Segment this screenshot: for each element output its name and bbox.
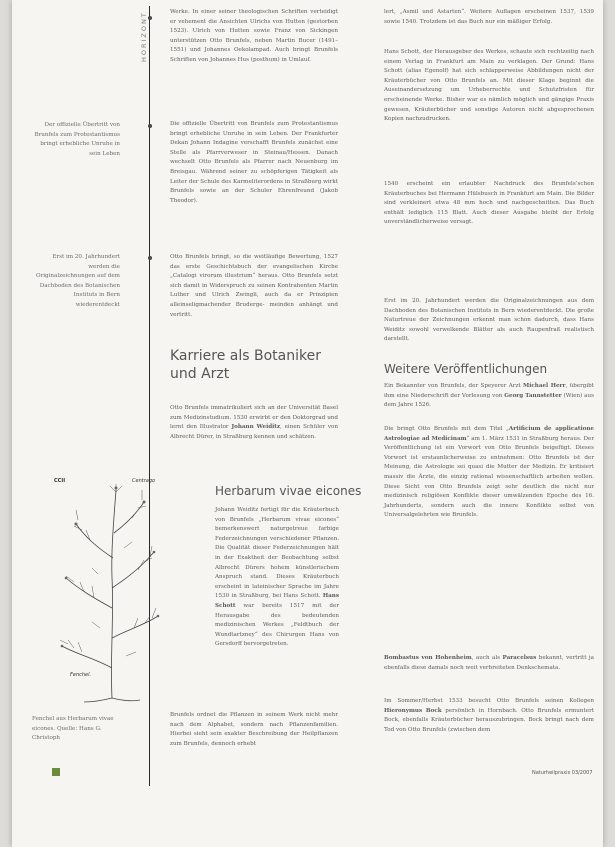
bullet-1 bbox=[148, 16, 152, 20]
pub-text-a: Ein Bekannter von Brunfels, der Speyerer Arzt bbox=[384, 383, 524, 389]
bock-text-a: Im Sommer/Herbst 1533 besucht Otto Brunfels seinen Kollegen bbox=[384, 698, 594, 704]
pub-text-c: (Wien) aus dem Jahre 1526. bbox=[384, 392, 594, 409]
paracelsus-text-a: , auch als bbox=[471, 655, 503, 661]
col1-block4 bbox=[170, 404, 338, 442]
illustration-label-left: CCII bbox=[54, 478, 66, 484]
illustration-label-right: Centrago bbox=[132, 478, 156, 484]
magazine-page bbox=[12, 0, 603, 847]
sidenote-rediscovery: Erst im 20. Jahrhundert werden die Originalzeichnungen auf dem Dachboden des Botanischen Instituts in Bern wiederentdeckt bbox=[36, 254, 120, 308]
tannstetter-name: Georg Tannstetter bbox=[504, 392, 562, 399]
heading-publications: Weitere Veröffentlichungen bbox=[384, 362, 548, 376]
bock-name: Hieronymus Bock bbox=[384, 707, 442, 714]
paracelsus-text-b: bekannt, vertritt ja ebenfalls diese damals noch weit verbreiteten Denkschemata. bbox=[384, 655, 595, 671]
career-text-a: Otto Brunfels immatrikuliert sich an der Universität Basel zum Medizinstudium. 1530 erwirbt er den Doktorgrad und lernt den Illustrator bbox=[170, 405, 338, 431]
artificium-text-a: Die bringt Otto Brunfels mit dem Titel „ bbox=[384, 426, 509, 432]
col1-block1: Werke. In einer seiner theologischen Schriften verteidigt er vehement die Ansichten Ulrichs von Hutten (gestorben 1523). Ulrich von Hutten sowie Franz von Sickingen unterstützen Otto Brunfels, neben Martin Bucer (1491–1551) und Johannes Oekolampad. Auch bringt Brunfels Schriften von Johannes Hus (posthum) in Umlauf. bbox=[170, 9, 338, 63]
col2-block4: Erst im 20. Jahrhundert werden die Originalzeichnungen aus dem Dachboden des Botanischen Instituts in Bern wiederentdeckt. Die große Naturtreue der Zeichnungen erkennt man schon dadurch, dass Hans Weiditz sowohl verwelkende Blätter als auch Raupenfraß realistisch darstellt. bbox=[384, 298, 594, 343]
col1-block3: Otto Brunfels bringt, so die weitläufige Bewertung, 1527 das erste Geschichtsbuch der evangelischen Kirche „Catalogi virorum illustrium“ heraus. Otto Brunfels setzt sich damit in Widerspruch zu seinen Kontrahenten Martin Luther und Ulrich Zwingli, auch da er Prinzipien alleinseligmachender Bruderge- meinden anhängt und vertritt. bbox=[170, 254, 338, 318]
weiditz-name: Johann Weiditz bbox=[231, 424, 280, 431]
col2-block8 bbox=[384, 697, 594, 735]
artificium-text-b: “ am 1. März 1531 in Straßburg heraus. Der Veröffentlichung ist ein Vorwort von Otto Brunfels beigefügt. Dieses Vorwort ist erstaunlicherweise zu entnehmen: Otto Brunfels ist der Meinung, die Astrologie sei quasi die Mutter der Medizin. Er kritisiert massiv die Ärzte, die einzig rational wissenschaftlich arbeiten wollen. Diese Sicht von Otto Brunfels zeigt sehr deutlich die nicht nur medizinisch religiösen Konflikte dieser umwälzenden Epoche des 16. Jahrhunderts, sondern auch die innere Konflikte selbst von Universalgelehrten wie Brunfels. bbox=[384, 435, 595, 519]
heading-career: Karriere als Botaniker und Arzt bbox=[170, 348, 321, 382]
section-label: HORIZONT bbox=[140, 11, 148, 62]
col2-block5 bbox=[384, 382, 594, 411]
bock-text-b: persönlich in Hornbach. Otto Brunfels ermuntert Bock, ebenfalls Kräuterbücher herauszubringen. Bock bringt nach dem Tod von Otto Brunfels (zwischen dem bbox=[384, 707, 594, 733]
page-marker bbox=[52, 768, 60, 776]
bullet-2 bbox=[148, 124, 152, 128]
artificium-title: Artificium de applicatione Astrologiae ad Medicinam bbox=[384, 426, 594, 442]
bullet-3 bbox=[148, 256, 152, 260]
herbarum-text bbox=[215, 506, 339, 650]
herbarum-text-b: war bereits 1517 mit der Herausgabe des bedeutenden medizinischen Werkes „Feldtbuch der Wundtartzney“ des Chirurgen Hans von Gersdorff hervorgetreten. bbox=[215, 602, 339, 648]
image-caption: Fenchel aus Herbarum vivae eicones. Quelle: Hans G. Christoph bbox=[32, 716, 114, 742]
career-text-b: , einen Schüler von Albrecht Dürer, in Straßburg kennen und schätzen. bbox=[170, 424, 338, 440]
hohenheim-name: Bombastus von Hohenheim bbox=[384, 655, 472, 661]
col2-block3: 1540 erscheint ein erlaubter Nachdruck des Brunfels’schen Kräuterbuches bei Hermann Hülsbusch in Frankfurt am Main. Die Bilder sind verkleinert etwa 48 mm hoch und nachgeschnitten. Das Buch enthält lediglich 115 Blatt. Auch dieser Ausgabe bleibt der Erfolg unverständlicherweise versagt. bbox=[384, 181, 594, 226]
col2-block1: lert, „Asmil und Astarten“. Weitere Auflagen erscheinen 1537, 1539 sowie 1540. Trotzdem ist das Buch nur ein mäßiger Erfolg. bbox=[384, 9, 594, 25]
illustration-label-bottom: Fenchel. bbox=[70, 672, 92, 678]
footer-issue: Naturheilpraxis 03/2007 bbox=[532, 770, 593, 776]
sidenote-protestantism: Der offizielle Übertritt von Brunfels zum Protestantismus bringt erhebliche Unruhe in sein Leben bbox=[34, 122, 120, 157]
fennel-illustration bbox=[54, 478, 164, 706]
herr-name: Michael Herr bbox=[523, 383, 566, 389]
paracelsus-name: Paracelsus bbox=[502, 655, 537, 661]
col2-block6 bbox=[384, 425, 594, 521]
schott-name: Hans Schott bbox=[215, 593, 339, 609]
pub-text-b: , übergibt ihm eine Niederschrift der Vorlesung von bbox=[384, 383, 594, 399]
col2-block2: Hans Schott, der Herausgeber des Werkes, schaute sich rechtzeitig nach einem Verlag in Frankfurt am Main zu verklagen. Der Grund: Hans Schott (alias Egenolf) hat sich schlapperweise Abbildungen nicht der Kräuterbücher von Otto Brunfels an. Mit dieser Klage beginnt die Auseinandersetzung um Urheberrechte und Schutzfristen für erscheinende Werke. Bisher war es nämlich möglich und gängige Praxis gewesen, Kräuterbücher und sonstige Autoren nicht abgesprochenen Kopien nachzudrucken. bbox=[384, 49, 594, 123]
herbarum-bottom-text: Brunfels ordnet die Pflanzen in seinem Werk nicht mehr nach dem Alphabet, sondern nach Pflanzenfamilien. Hierbei sieht sein exakter Beschreibung der Heilpflanzen zum Brunfels, dennoch erhebt bbox=[170, 712, 338, 747]
col1-block2: Die offizielle Übertritt von Brunfels zum Protestantismus bringt erhebliche Unruhe in sein Leben. Der Frankfurter Dekan Johann Indagine verschafft Brunfels zunächst eine Stelle als Pfarrverweser in Steinau/Hessen. Danach wechselt Otto Brunfels als Pfarrer nach Neuenburg im Breisgau. Während seiner zu schöpferigen Tätigkeit als Leiter der Schule des Karmeliterordens in Straßburg wirkt Brunfels sowie an der Schuler Ehrenfreund (Jakob Theodor). bbox=[170, 121, 338, 204]
heading-herbarum: Herbarum vivae eicones bbox=[215, 484, 362, 498]
col2-block7 bbox=[384, 654, 594, 673]
herbarum-text-a: Johann Weiditz fertigt für die Kräuterbuch von Brunfels „Herbarum vivae eicones“ bemerkenswert naturgetreue farbige Federzeichnungen verschiedener Pflanzen. Die Qualität dieser Federzeichnungen hält in der Exaktheit der Beobachtung selbst Albrecht Dürers hohem künstlerischem Anspruch stand. Dieses Kräuterbuch erscheint in lateinischer Sprache im Jahre 1530 in Straßburg, bei Hans Schott. bbox=[215, 507, 339, 600]
